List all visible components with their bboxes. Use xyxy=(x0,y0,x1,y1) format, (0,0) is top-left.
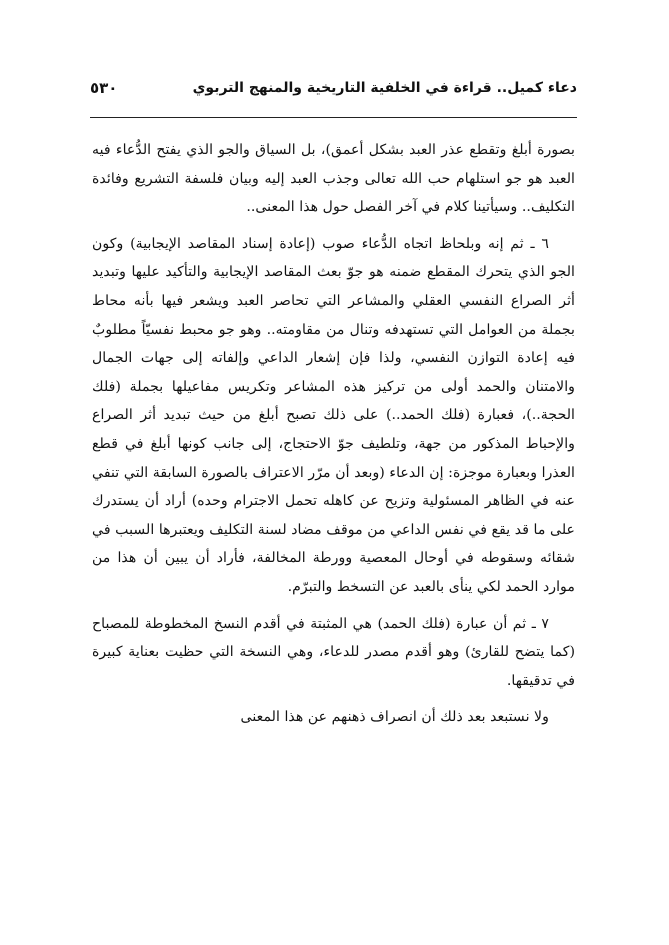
paragraph-final: ولا نستبعد بعد ذلك أن انصراف ذهنهم عن هذا المعنى xyxy=(240,709,549,726)
page-header xyxy=(90,74,577,102)
body-text xyxy=(92,136,575,740)
paragraph-6: ٦ ـ ثم إنه وبلحاظ اتجاه الدُّعاء صوب (إعادة إسناد المقاصد الإيجابية) وكون الجو الذي يتحرك المقطع ضمنه هو جوّ بعث المقاصد الإيجابية والتأكيد عليها وتبديد أثر الصراع النفسي العقلي والمشاعر التي تحاصر العبد ويشعر فيها بأنه محاط بجملة من العوامل التي تستهدفه وتنال من مقاومته.. وهو جو محبط نفسيّاً مطلوبٌ فيه إعادة التوازن النفسي، ولذا فإن إشعار الداعي وإلفاته إلى جهات الجمال والامتنان والحمد أولى من تركيز هذه المشاعر وتكريس مفاعيلها بجملة (فلك الحجة..)، فعبارة (فلك الحمد..) على ذلك تصبح أبلغ من حيث تبديد أثر الصراع والإحباط المذكور من جهة، وتلطيف جوّ الاحتجاج، إلى جانب كونها أبلغ في قطع العذرا وبعبارة موجزة: إن الدعاء (وبعد أن مرّر الاعتراف بالصورة السابقة التي تنفي عنه في الظاهر المسئولية وتزيح عن كاهله تحمل الاجترام وحده) أراد أن يستدرك على ما قد يقع في نفس الداعي من موقف مضاد لسنة التكليف ويعتبرها السبب في شقائه وسقوطه في أوحال المعصية وورطة المخالفة، فأراد أن يبين أن هذا من موارد الحمد لكي ينأى بالعبد عن التسخط والتبرّم. xyxy=(92,235,575,595)
running-title: دعاء كميل.. قراءة في الخلفية التاريخية والمنهج التربوي xyxy=(192,80,577,96)
paragraph-7: ٧ ـ ثم أن عبارة (فلك الحمد) هي المثبتة في أقدم النسخ المخطوطة للمصباح (كما يتضح للقارئ) وهو أقدم مصدر للدعاء، وهي النسخة التي حظيت بعناية كبيرة في تدقيقها. xyxy=(92,615,575,689)
page-number: ٥٣٠ xyxy=(90,79,118,97)
paragraph-continuation: بصورة أبلغ وتقطع عذر العبد بشكل أعمق)، بل السياق والجو الذي يفتح الدُّعاء فيه العبد هو جو استلهام حب الله تعالى وجذب العبد إليه وبيان فلسفة التشريع وفائدة التكليف.. وسيأتينا كلام في آخر الفصل حول هذا المعنى.. xyxy=(92,142,575,216)
header-divider xyxy=(90,117,577,118)
